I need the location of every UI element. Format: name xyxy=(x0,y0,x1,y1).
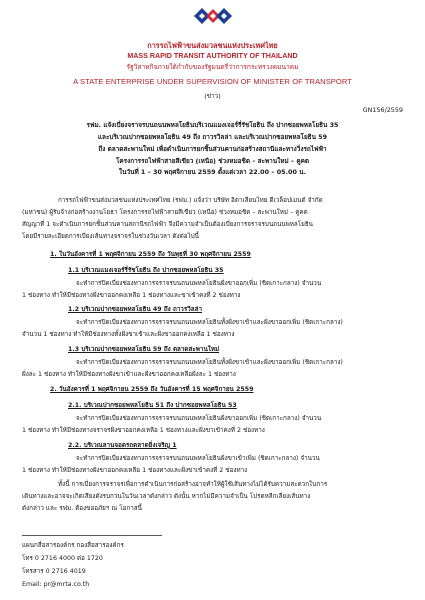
headline-line: โครงการรถไฟฟ้าสายสีเขียว (เหนือ) ช่วงหมอชิต – สะพานใหม่ – คูคต xyxy=(115,157,310,165)
section-2-2-text: จะทำการปิดเบี่ยงช่องทางการจราจรบนถนนพหลโยธินฝั่งขาเข้าเพิ่ม (ชิดเกาะกลาง) จำนวน xyxy=(76,455,320,462)
section-1-2-text: จำนวน 1 ช่องทาง ทำให้มีช่องทางทั้งฝั่งขาเข้าและฝั่งขาออกคงเหลือ 1 ช่องทาง xyxy=(22,331,235,338)
footer-divider xyxy=(22,535,162,536)
org-name-english: MASS RAPID TRANSIT AUTHORITY OF THAILAND xyxy=(127,52,298,60)
body-paragraph-line: โดยมีรายละเอียดการเบี่ยงเส้นทางจราจรในช่วงวันเวลา ดังต่อไปนี้ xyxy=(22,233,199,240)
org-subtitle-english: A STATE ENTERPRISE UNDER SUPERVISION OF MINISTER OF TRANSPORT xyxy=(73,77,352,86)
section-1-1-text: 1 ช่องทาง ทำให้มีช่องทางฝั่งขาออกคงเหลือ 1 ช่องทางและขาเข้าคงที่ 2 ช่องทาง xyxy=(22,292,241,299)
section-1-3-heading: 1.3 บริเวณปากซอยพหลโยธิน 59 ถึง ตลาดสะพานใหม่ xyxy=(68,346,220,353)
footer-phone: โทร 0 2716 4000 ต่อ 1720 xyxy=(22,555,103,562)
section-2-2-heading: 2.2. บริเวณลานจอดรถตลาดยิ่งเจริญ 1 xyxy=(68,442,177,449)
headline-line: และบริเวณปากซอยพหลโยธิน 49 ถึง ถาวรวิลล่า และบริเวณปากซอยพหลโยธิน 59 xyxy=(97,133,328,141)
mrta-logo-icon xyxy=(190,4,236,28)
closing-paragraph-line: ดังกล่าว และ รฟม. ต้องขออภัยฯ ณ โอกาสนี้ xyxy=(22,505,142,512)
document-number: GN156/2559 xyxy=(362,106,403,114)
section-2-1-text: จะทำการปิดเบี่ยงช่องทางการจราจรบนถนนพหลโยธินฝั่งขาออกเพิ่ม (ชิดเกาะกลาง) จำนวน xyxy=(76,415,322,422)
closing-paragraph-line: เดินทางและอาจจะเกิดเสียงดังรบกวนในวันเวลาดังกล่าว ดังนั้น หากไม่มีความจำเป็น โปรดหลีกเลี่ยงเส้นทาง xyxy=(22,493,311,500)
headline-line: ถึง ตลาดสะพานใหม่ เพื่อดำเนินการยกชิ้นส่วนคานก่อสร้างสถานีและทางวิ่งรถไฟฟ้า xyxy=(98,145,327,153)
section-2-heading: 2. วันอังคารที่ 1 พฤศจิกายน 2559 ถึง วันอังคารที่ 15 พฤศจิกายน 2559 xyxy=(50,386,254,393)
body-paragraph-line: การรถไฟฟ้าขนส่งมวลชนแห่งประเทศไทย (รฟม.) แจ้งว่า บริษัท อิตาเลียนไทย ดีเวล็อปเมนต์ จำกัด xyxy=(58,197,323,204)
document-type-label: (ข่าว) xyxy=(204,92,221,100)
footer-email[interactable]: Email: pr@mrta.co.th xyxy=(22,581,90,588)
section-1-heading: 1. ในวันอังคารที่ 1 พฤศจิกายน 2559 ถึง วันพุธที่ 30 พฤศจิกายน 2559 xyxy=(50,251,251,258)
footer-department: แผนกสื่อสารองค์กร กองสื่อสารองค์กร xyxy=(22,542,124,549)
section-2-2-text: 1 ช่องทาง ทำให้มีช่องทางฝั่งขาออกคงเหลือ 1 ช่องทางและฝั่งขาเข้าคงที่ 2 ช่องทาง xyxy=(22,467,248,474)
section-1-1-heading: 1.1 บริเวณแมงเจอร์รี่รัชโยธิน ถึง ปากซอยพหลโยธิน 35 xyxy=(68,267,224,274)
section-1-1-text: จะทำการปิดเบี่ยงช่องทางการจราจรบนถนนพหลโยธินฝั่งขาออกเพิ่ม (ชิดเกาะกลาง) จำนวน xyxy=(76,280,322,287)
section-1-2-text: จะทำการปิดเบี่ยงช่องทางการจราจรบนถนนพหลโยธินทั้งฝั่งขาเข้าและฝั่งขาออกเพิ่ม (ชิดเกาะกลาง) xyxy=(76,319,343,326)
section-2-1-text: 1 ช่องทาง ทำให้มีช่องทางจราจรฝั่งขาออกคงเหลือ 1 ช่องทางและฝั่งขาเข้าคงที่ 2 ช่องทาง xyxy=(22,427,265,434)
section-1-3-text: ฝั่งละ 1 ช่องทาง ทำให้มีช่องทางฝั่งขาเข้าและฝั่งขาออกคงเหลือฝั่งละ 1 ช่องทาง xyxy=(22,371,236,378)
section-1-2-heading: 1.2 บริเวณปากซอยพหลโยธิน 49 ถึง ถาวรวิลล่า xyxy=(68,306,203,313)
org-name-thai: การรถไฟฟ้าขนส่งมวลชนแห่งประเทศไทย xyxy=(147,41,278,50)
body-paragraph-line: (มหาชน) ผู้รับจ้างก่อสร้างงานโยธา โครงการรถไฟฟ้าสายสีเขียว (เหนือ) ช่วงหมอชิต – สะพานใหม่ – คูคต xyxy=(22,209,308,216)
headline-line: รฟม. แจ้งเบี่ยงจราจรบนถนนพหลโยธินบริเวณแมงเจอร์รี่รัชโยธิน ถึง ปากซอยพหลโยธิน 35 xyxy=(86,121,339,129)
org-subtitle-thai: รัฐวิสาหกิจภายใต้กำกับของรัฐมนตรีว่าการกระทรวงคมนาคม xyxy=(126,63,299,71)
headline-line: ในวันที่ 1 – 30 พฤศจิกายน 2559 ตั้งแต่เวลา 22.00 – 05.00 น. xyxy=(119,168,306,176)
section-2-1-heading: 2.1. บริเวณปากซอยพหลโยธิน 51 ถึง ปากซอยพหลโยธิน 53 xyxy=(68,402,237,409)
section-1-3-text: จะทำการปิดเบี่ยงช่องทางการจราจรบนถนนพหลโยธินทั้งฝั่งขาเข้าและฝั่งขาออกเพิ่ม (ชิดเกาะกลาง) xyxy=(76,359,343,366)
closing-paragraph-line: ทั้งนี้ การเบี่ยงการจราจรเพื่อการดำเนินการก่อสร้างอาจทำให้ผู้ใช้เส้นทางไม่ได้รับความสะดวกในการ xyxy=(58,481,328,488)
body-paragraph-line: สัญญาที่ 1 จะดำเนินการยกชิ้นส่วนคานสถานีรถไฟฟ้า จึงมีความจำเป็นต้องเบี่ยงการจราจรบนถนนพหลโยธิน xyxy=(22,221,313,228)
footer-fax: โทรสาร 0 2716 4019 xyxy=(22,568,86,575)
